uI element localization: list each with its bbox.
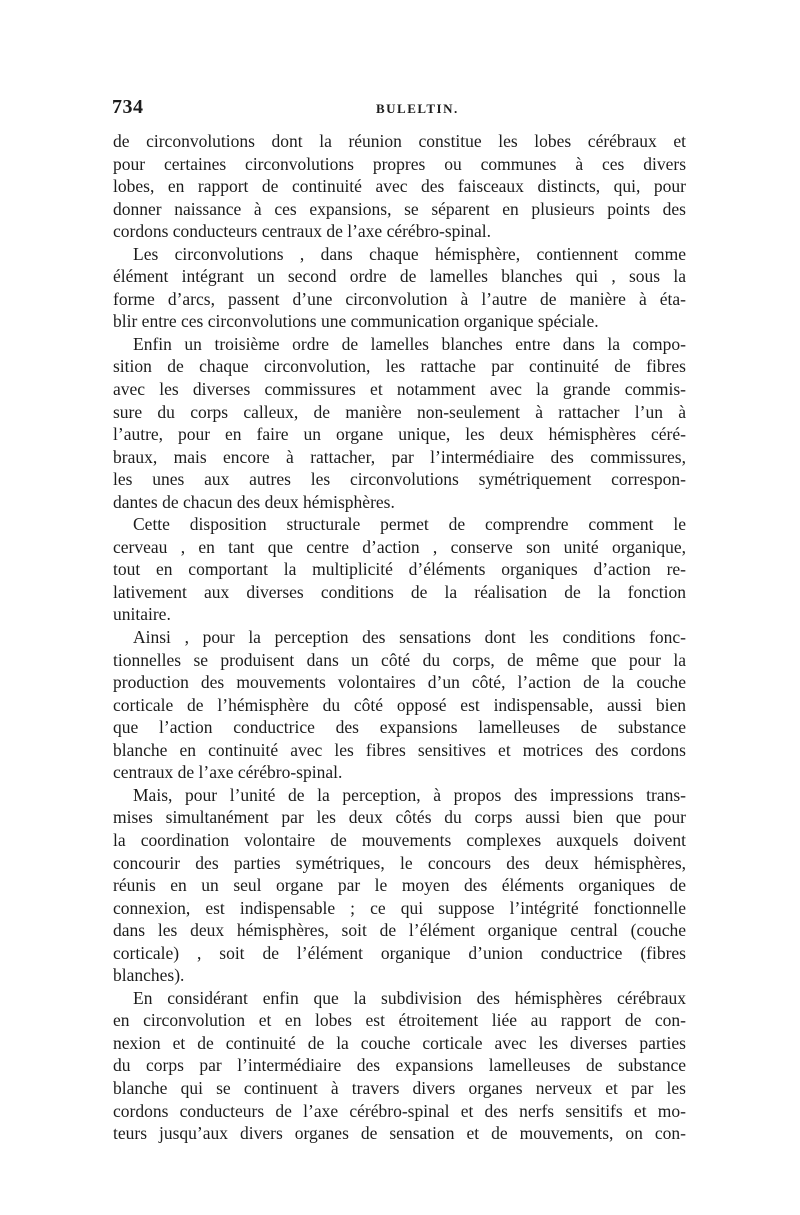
text-line: lativement aux diverses conditions de la réalisation de la fonction <box>113 581 686 602</box>
paragraph <box>113 784 686 987</box>
text-line: cordons conducteurs de l’axe cérébro-spinal et des nerfs sensitifs et mo- <box>113 1100 686 1121</box>
page-number: 734 <box>112 96 144 118</box>
text-line: tout en comportant la multiplicité d’éléments organiques d’action re- <box>113 559 686 580</box>
text-line: blanche en continuité avec les fibres sensitives et motrices des cordons <box>113 739 686 760</box>
text-line: corticale) , soit de l’élément organique d’union conductrice (fibres <box>113 942 686 963</box>
text-line: pour certaines circonvolutions propres ou communes à ces divers <box>113 153 686 174</box>
paragraph <box>113 513 686 626</box>
text-line: forme d’arcs, passent d’une circonvolution à l’autre de manière à éta- <box>113 288 686 309</box>
text-line: blanches). <box>113 965 185 986</box>
text-line: donner naissance à ces expansions, se séparent en plusieurs points des <box>113 198 686 219</box>
text-line: en circonvolution et en lobes est étroitement liée au rapport de con- <box>113 1010 686 1031</box>
text-line: sition de chaque circonvolution, les rattache par continuité de fibres <box>113 356 686 377</box>
text-line: que l’action conductrice des expansions lamelleuses de substance <box>113 717 686 738</box>
text-line: avec les diverses commissures et notamment avec la grande commis- <box>113 379 686 400</box>
paragraph <box>113 243 686 333</box>
text-line: braux, mais encore à rattacher, par l’intermédiaire des commissures, <box>113 446 686 467</box>
text-line: Mais, pour l’unité de la perception, à propos des impressions trans- <box>133 784 686 805</box>
text-line: du corps par l’intermédiaire des expansions lamelleuses de substance <box>113 1055 686 1076</box>
paragraph <box>113 987 686 1145</box>
text-line: l’autre, pour en faire un organe unique, les deux hémisphères céré- <box>113 424 686 445</box>
text-line: concourir des parties symétriques, le concours des deux hémisphères, <box>113 852 686 873</box>
text-line: dans les deux hémisphères, soit de l’élément organique central (couche <box>113 920 686 941</box>
text-line: centraux de l’axe cérébro-spinal. <box>113 762 343 783</box>
text-line: unitaire. <box>113 604 171 625</box>
text-line: sure du corps calleux, de manière non-seulement à rattacher l’un à <box>113 401 686 422</box>
paragraph <box>113 333 686 513</box>
text-line: Cette disposition structurale permet de comprendre comment le <box>133 514 686 535</box>
text-line: teurs jusqu’aux divers organes de sensation et de mouvements, on con- <box>113 1123 686 1144</box>
body-text <box>113 130 686 1145</box>
text-line: de circonvolutions dont la réunion constitue les lobes cérébraux et <box>113 131 686 151</box>
text-line: cerveau , en tant que centre d’action , conserve son unité organique, <box>113 536 686 557</box>
text-line: corticale de l’hémisphère du côté opposé est indispensable, aussi bien <box>113 694 686 715</box>
text-line: blir entre ces circonvolutions une communication organique spéciale. <box>113 311 599 332</box>
text-line: lobes, en rapport de continuité avec des faisceaux distincts, qui, pour <box>113 176 686 197</box>
paragraph <box>113 626 686 784</box>
text-line: nexion et de continuité de la couche corticale avec les diverses parties <box>113 1032 686 1053</box>
text-line: Ainsi , pour la perception des sensations dont les conditions fonc- <box>133 627 686 648</box>
text-line: Enfin un troisième ordre de lamelles blanches entre dans la compo- <box>133 333 686 354</box>
text-line: les unes aux autres les circonvolutions symétriquement correspon- <box>113 469 686 490</box>
text-line: tionnelles se produisent dans un côté du corps, de même que pour la <box>113 649 686 670</box>
text-line: mises simultanément par les deux côtés du corps aussi bien que pour <box>113 807 686 828</box>
text-line: élément intégrant un second ordre de lamelles blanches qui , sous la <box>113 266 686 287</box>
text-line: blanche qui se continuent à travers divers organes nerveux et par les <box>113 1077 686 1098</box>
text-line: réunis en un seul organe par le moyen des éléments organiques de <box>113 875 686 896</box>
text-line: Les circonvolutions , dans chaque hémisphère, contiennent comme <box>133 243 686 264</box>
text-line: En considérant enfin que la subdivision des hémisphères cérébraux <box>133 987 686 1008</box>
text-line: production des mouvements volontaires d’un côté, l’action de la couche <box>113 672 686 693</box>
text-line: dantes de chacun des deux hémisphères. <box>113 491 395 512</box>
text-line: cordons conducteurs centraux de l’axe cérébro-spinal. <box>113 221 492 242</box>
running-title: BULELTIN. <box>376 101 459 116</box>
paragraph <box>113 130 686 243</box>
text-line: connexion, est indispensable ; ce qui suppose l’intégrité fonctionnelle <box>113 897 686 918</box>
text-line: la coordination volontaire de mouvements complexes auxquels doivent <box>113 829 686 850</box>
